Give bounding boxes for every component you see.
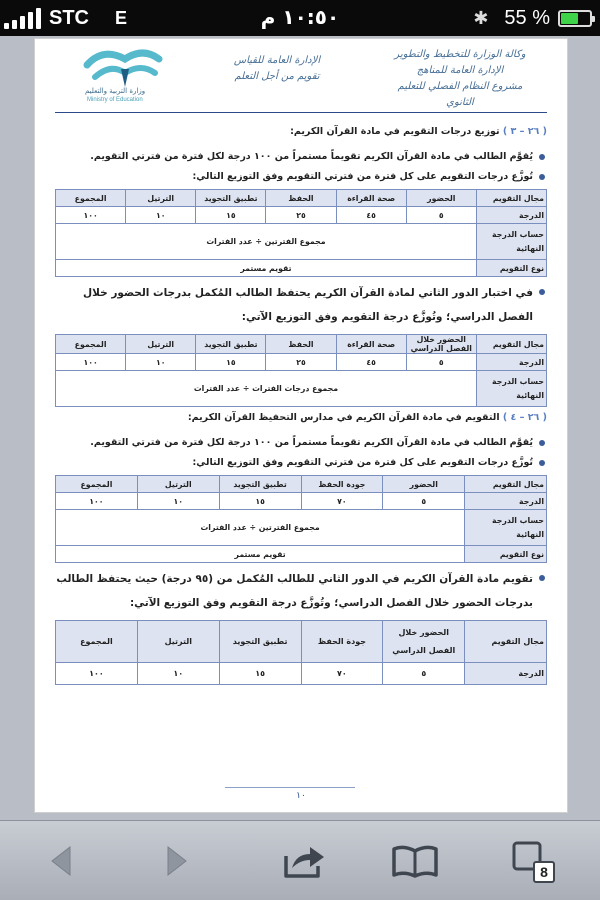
table-header: الحضور	[383, 476, 465, 493]
table-header: المجموع	[56, 335, 126, 354]
logo-text-english: Ministry of Education	[87, 97, 143, 103]
row-label: حساب الدرجة النهائية	[476, 371, 546, 407]
section-heading: التقويم في مادة القرآن الكريم في مدارس التحفيظ القرآن الكريم:	[187, 412, 500, 423]
table-cell: ١٠	[126, 207, 196, 224]
table-cell: ٤٥	[336, 207, 406, 224]
grade-table	[55, 334, 547, 407]
tabs-button[interactable]	[508, 837, 558, 885]
table-header: تطبيق التجويد	[196, 190, 266, 207]
forward-button[interactable]	[152, 837, 202, 885]
bullet-text: يُقوَّم الطالب في مادة القرآن الكريم تقويماً مستمراً من ١٠٠ درجة لكل فترة من فترتي التقويم.	[90, 151, 533, 162]
table-cell: ٧٠	[301, 493, 383, 510]
browser-toolbar	[0, 820, 600, 900]
table-cell: ٥	[406, 354, 476, 371]
section-title	[55, 125, 547, 139]
section-number: ( ٢٦ – ٣ )	[502, 126, 547, 137]
page-number: ١٠	[296, 791, 306, 801]
table-cell: ١٠٠	[56, 207, 126, 224]
table-cell: مجموع الفترتين ÷ عدد الفترات	[56, 224, 477, 260]
table-cell: ١٠	[137, 493, 219, 510]
bullet-icon	[539, 460, 545, 466]
bullet-icon	[539, 440, 545, 446]
table-header: الترتيل	[137, 621, 219, 663]
table-header: الحضور	[406, 190, 476, 207]
bullet-item	[55, 149, 547, 164]
share-icon	[282, 842, 328, 880]
table-cell: ٥	[383, 663, 465, 685]
header-line: تقويم من أجل التعلم	[234, 71, 320, 82]
bullet-icon	[539, 154, 545, 160]
row-label: نوع التقويم	[476, 260, 546, 277]
table-header: مجال التقويم	[476, 335, 546, 354]
table-cell: ١٠	[126, 354, 196, 371]
bullet-item	[55, 567, 547, 615]
table-cell: ١٠٠	[56, 354, 126, 371]
section-heading: توزيع درجات التقويم في مادة القرآن الكريم:	[290, 126, 500, 137]
table-cell: ١٠٠	[56, 663, 138, 685]
footer-divider	[225, 787, 355, 788]
tab-count-badge: 8	[533, 861, 555, 883]
grade-table	[55, 475, 547, 563]
table-cell: ١٠	[137, 663, 219, 685]
row-label: الدرجة	[465, 663, 547, 685]
table-cell: ١٥	[219, 493, 301, 510]
table-header: المجموع	[56, 190, 126, 207]
grade-table	[55, 620, 547, 685]
table-cell: ٤٥	[336, 354, 406, 371]
status-bar	[0, 0, 600, 36]
bullet-text: يُقوَّم الطالب في مادة القرآن الكريم تقويماً مستمراً من ١٠٠ درجة لكل فترة من فترتي التقويم.	[90, 437, 533, 448]
table-header: جودة الحفظ	[301, 621, 383, 663]
bullet-icon	[539, 174, 545, 180]
table-header: صحة القراءة	[336, 335, 406, 354]
table-cell: مجموع درجات الفترات ÷ عدد الفترات	[56, 371, 477, 407]
table-header: مجال التقويم	[465, 621, 547, 663]
table-header: مجال التقويم	[476, 190, 546, 207]
table-cell: تقويم مستمر	[56, 546, 465, 563]
grade-table	[55, 189, 547, 277]
table-cell: تقويم مستمر	[56, 260, 477, 277]
table-cell: ٥	[383, 493, 465, 510]
clock: ١٠:٥٠ م	[260, 5, 340, 29]
bullet-text: بدرجات الحضور خلال الفصل الدراسي؛ وتُوزَّع درجة التقويم وفق التوزيع الآتي:	[129, 597, 533, 609]
table-header: الترتيل	[126, 335, 196, 354]
table-header: الترتيل	[126, 190, 196, 207]
document-page[interactable]	[34, 38, 568, 813]
table-header: جودة الحفظ	[301, 476, 383, 493]
network-type: E	[115, 7, 128, 28]
ministry-header	[385, 47, 535, 111]
table-header: مجال التقويم	[465, 476, 547, 493]
bullet-item	[55, 435, 547, 450]
forward-icon	[162, 844, 192, 878]
row-label: الدرجة	[476, 207, 546, 224]
table-header: المجموع	[56, 621, 138, 663]
table-header: الحفظ	[266, 190, 336, 207]
bullet-text: في اختبار الدور الثاني لمادة القرآن الكريم يحتفظ الطالب المُكمل بدرجات الحضور خلال	[83, 287, 533, 299]
header-line: وكالة الوزارة للتخطيط والتطوير	[394, 49, 526, 60]
table-header: الترتيل	[137, 476, 219, 493]
bookmarks-icon	[390, 843, 440, 879]
row-label: الدرجة	[476, 354, 546, 371]
section-number: ( ٢٦ – ٤ )	[502, 412, 547, 423]
back-button[interactable]	[36, 837, 86, 885]
table-header: الحضور خلال الفصل الدراسي	[406, 335, 476, 354]
section-title	[55, 411, 547, 425]
carrier-name: STC	[49, 6, 89, 29]
bullet-text: تُوزَّع درجات التقويم على كل فترة من فترتي التقويم وفق التوزيع التالي:	[192, 457, 533, 468]
back-icon	[46, 844, 76, 878]
document-content	[55, 113, 547, 685]
bullet-icon	[539, 289, 545, 295]
table-header: تطبيق التجويد	[196, 335, 266, 354]
bullet-item	[55, 281, 547, 329]
bullet-item	[55, 169, 547, 184]
battery-percent: 55 %	[504, 6, 550, 29]
bullet-text: تقويم مادة القرآن الكريم في الدور الثاني للطالب المُكمل من (٩٥ درجة) حيث يحتفظ الطالب	[56, 573, 533, 585]
table-cell: ١٥	[196, 207, 266, 224]
table-cell: ١٥	[219, 663, 301, 685]
bluetooth-icon: ✱	[473, 7, 489, 29]
header-line: الإدارة العامة للمناهج	[416, 65, 504, 76]
table-cell: ٥	[406, 207, 476, 224]
table-header: المجموع	[56, 476, 138, 493]
row-label: الدرجة	[465, 493, 547, 510]
table-cell: مجموع الفترتين ÷ عدد الفترات	[56, 510, 465, 546]
bullet-text: الفصل الدراسي؛ وتُوزَّع درجة التقويم وفق التوزيع الآتي:	[241, 311, 533, 323]
table-cell: ٢٥	[266, 354, 336, 371]
header-line: مشروع النظام الفصلي للتعليم الثانوي	[397, 81, 523, 108]
table-header: تطبيق التجويد	[219, 476, 301, 493]
table-header: تطبيق التجويد	[219, 621, 301, 663]
table-cell: ٧٠	[301, 663, 383, 685]
share-button[interactable]	[280, 837, 330, 885]
assessment-header	[217, 53, 337, 85]
table-header: الحفظ	[266, 335, 336, 354]
battery-icon	[558, 10, 592, 27]
bullet-icon	[539, 575, 545, 581]
document-header	[55, 39, 547, 113]
bullet-text: تُوزَّع درجات التقويم على كل فترة من فترتي التقويم وفق التوزيع التالي:	[192, 171, 533, 182]
header-line: الإدارة العامة للقياس	[233, 55, 321, 66]
table-cell: ١٥	[196, 354, 266, 371]
row-label: نوع التقويم	[465, 546, 547, 563]
bookmarks-button[interactable]	[390, 837, 440, 885]
table-cell: ١٠٠	[56, 493, 138, 510]
table-header: صحة القراءة	[336, 190, 406, 207]
row-label: حساب الدرجة النهائية	[465, 510, 547, 546]
row-label: حساب الدرجة النهائية	[476, 224, 546, 260]
logo-text-arabic: وزارة التربية والتعليم	[85, 87, 146, 95]
table-cell: ٢٥	[266, 207, 336, 224]
table-header: الحضور خلال الفصل الدراسي	[383, 621, 465, 663]
bullet-item	[55, 455, 547, 470]
